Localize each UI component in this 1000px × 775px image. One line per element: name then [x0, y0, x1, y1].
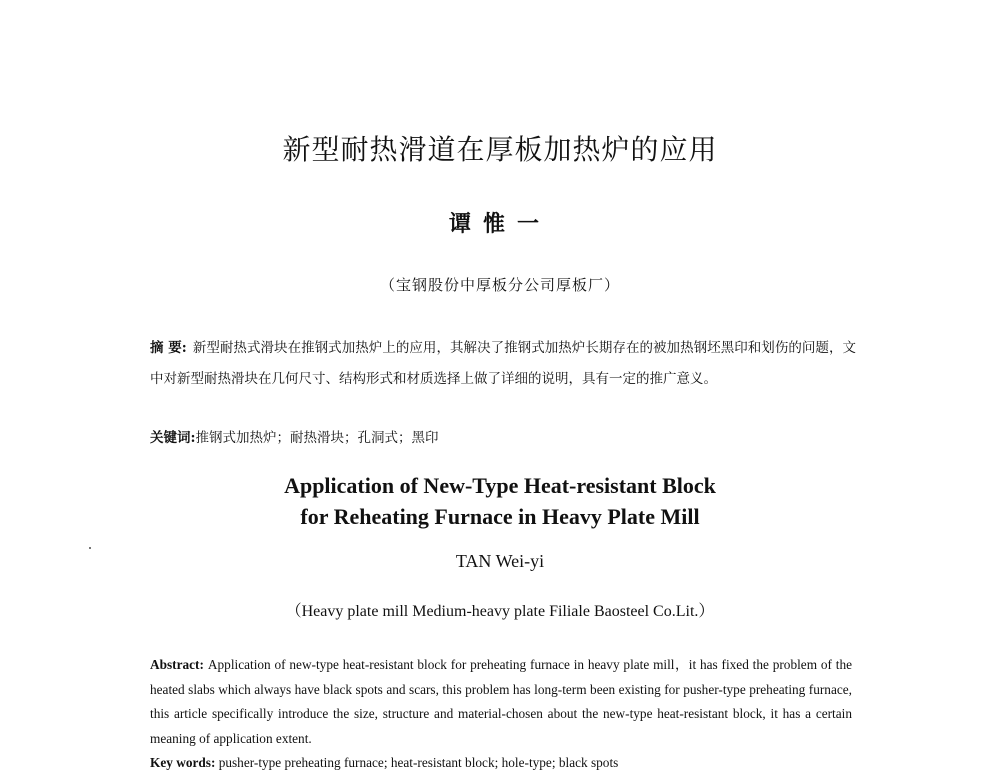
keywords-cn-label: 关键词: — [150, 430, 196, 446]
author-name-cn: 谭惟一 — [448, 211, 551, 237]
paper-title-en-line-2: for Reheating Furnace in Heavy Plate Mill — [300, 504, 700, 529]
keywords-cn — [150, 425, 856, 451]
author-name-en: TAN Wei-yi — [455, 551, 545, 571]
affiliation-cn: （宝钢股份中厚板分公司厚板厂） — [379, 276, 620, 294]
keywords-en-text: pusher-type preheating furnace; heat-resistant block; hole-type; black spots — [218, 755, 619, 770]
abstract-en-label: Abstract: — [150, 657, 204, 672]
paper-title-cn: 新型耐热滑道在厚板加热炉的应用 — [282, 133, 718, 166]
abstract-en-text: Application of new-type heat-resistant block for preheating furnace in heavy plate mill，it has fixed the problem of the heated slabs which always have black spots and scars, this problem has long-term been existing for pusher-type preheating furnace, this article specifically introduce the size, structure and material-chosen about the new-type heat-resistant block, it has a certain meaning of application extent. — [150, 657, 852, 746]
scan-speck — [89, 547, 91, 549]
keywords-en — [150, 751, 852, 775]
abstract-en — [150, 653, 852, 751]
abstract-cn — [150, 333, 856, 395]
paper-title-en-line-1: Application of New-Type Heat-resistant Block — [284, 473, 716, 498]
paper-title-en — [0, 470, 1000, 532]
abstract-cn-label: 摘 要: — [150, 340, 187, 356]
abstract-cn-text: 新型耐热式滑块在推钢式加热炉上的应用，其解决了推钢式加热炉长期存在的被加热钢坯黑印和划伤的问题，文中对新型耐热滑块在几何尺寸、结构形式和材质选择上做了详细的说明，具有一定的推广意义。 — [150, 340, 857, 387]
keywords-en-label: Key words: — [150, 755, 216, 770]
keywords-cn-text: 推钢式加热炉；耐热滑块；孔洞式；黑印 — [195, 430, 439, 446]
affiliation-en: （Heavy plate mill Medium-heavy plate Filiale Baosteel Co.Lit.） — [285, 603, 715, 620]
